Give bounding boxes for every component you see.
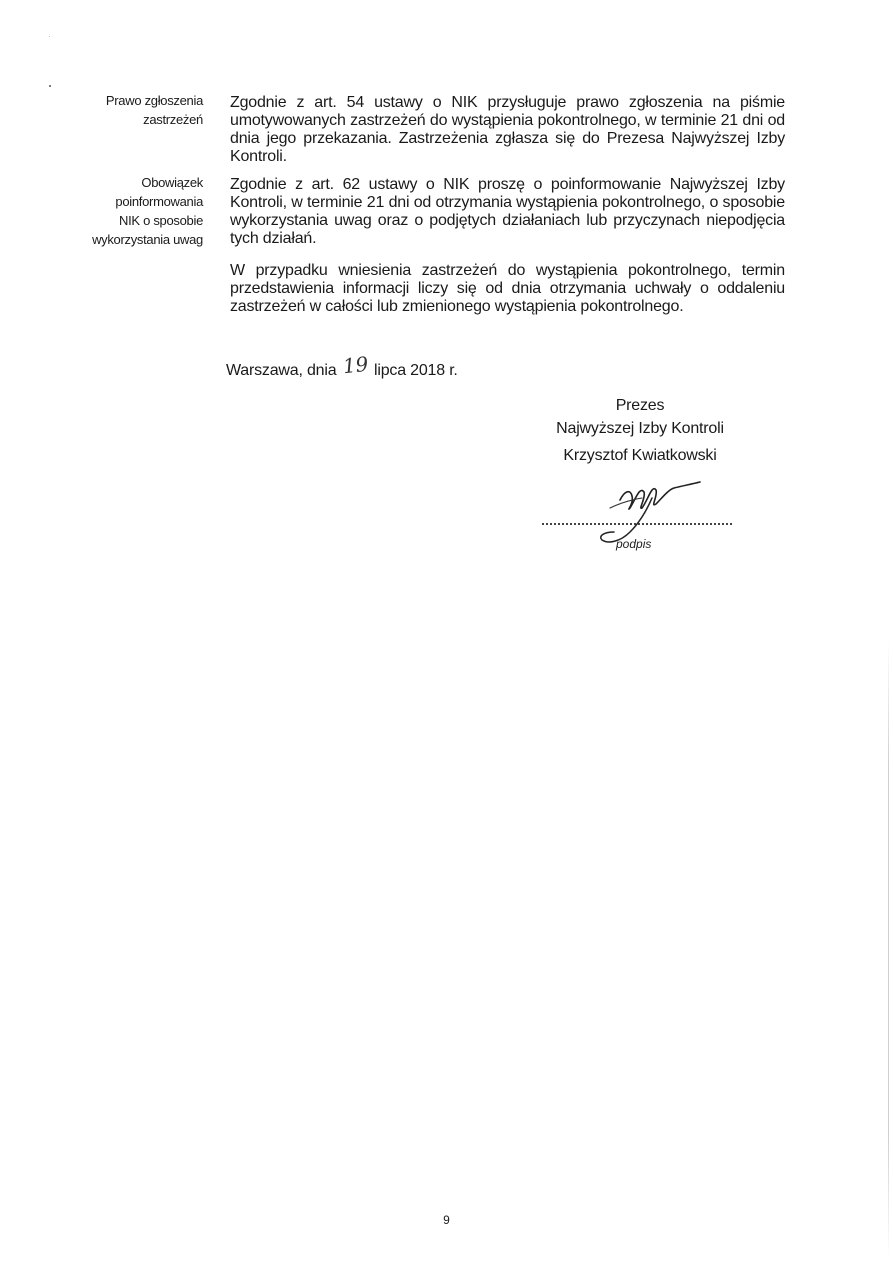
scan-speck (49, 85, 51, 87)
margin-label-line: poinformowania (115, 194, 203, 209)
date-suffix: lipca 2018 r. (374, 362, 458, 379)
paragraph-term: W przypadku wniesienia zastrzeżeń do wystąpienia pokontrolnego, termin przedstawienia informacji liczy się od dnia otrzymania uchwały o oddaleniu zastrzeżeń w całości lub zmienionego wystąpienia pokontrolnego. (230, 262, 785, 315)
margin-label-line: Prawo zgłoszenia (105, 93, 203, 108)
paragraph-inform: Zgodnie z art. 62 ustawy o NIK proszę o poinformowanie Najwyższej Izby Kontroli, w terminie 21 dni od otrzymania wystąpienia pokontrolnego, o sposobie wykorzystania uwag oraz o podjętych działaniach lub przyczynach niepodjęcia tych działań. (230, 176, 785, 247)
margin-label-inform (60, 173, 203, 249)
paragraph-objections: Zgodnie z art. 54 ustawy o NIK przysługuje prawo zgłoszenia na piśmie umotywowanych zastrzeżeń do wystąpienia pokontrolnego, w terminie 21 dni od dnia jego przekazania. Zastrzeżenia zgłasza się do Prezesa Najwyższej Izby Kontroli. (230, 94, 785, 165)
signatory-title: Prezes (615, 397, 665, 414)
signature-caption: podpis (616, 537, 652, 551)
place-date-line (226, 351, 458, 381)
margin-label-line: Obowiązek (141, 175, 203, 190)
scan-speck (49, 36, 50, 37)
date-day-handwritten: 19 (341, 351, 369, 379)
date-prefix: Warszawa, dnia (226, 362, 337, 379)
margin-label-line: NIK o sposobie (119, 213, 203, 228)
margin-label-line: wykorzystania uwag (92, 232, 203, 247)
signatory-institution: Najwyższej Izby Kontroli (556, 420, 724, 437)
margin-label-objections (60, 91, 203, 129)
signatory-block (540, 394, 740, 467)
signatory-name: Krzysztof Kwiatkowski (563, 447, 717, 464)
scan-page-edge (888, 640, 889, 1260)
margin-label-line: zastrzeżeń (143, 112, 203, 127)
page-number: 9 (443, 1213, 450, 1227)
